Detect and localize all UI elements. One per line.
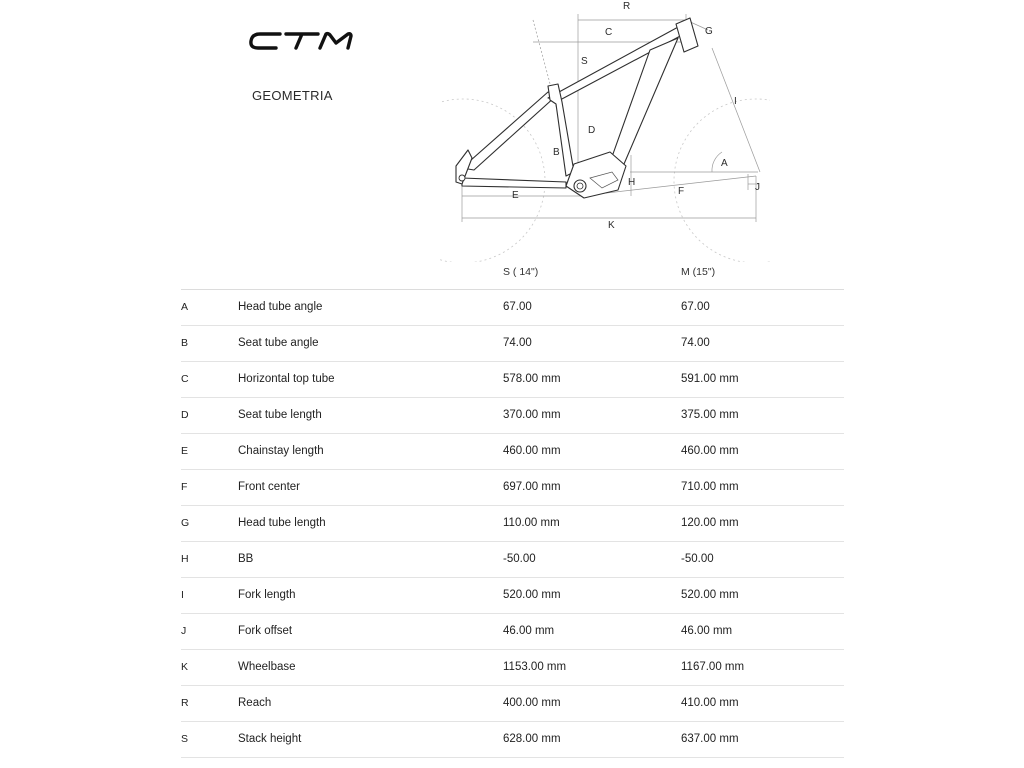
row-name: Front center — [238, 481, 300, 493]
row-letter: E — [181, 445, 189, 457]
row-value-s: 460.00 mm — [503, 445, 561, 457]
row-letter: B — [181, 337, 189, 349]
row-value-s: 400.00 mm — [503, 697, 561, 709]
label-i: I — [734, 96, 737, 107]
label-r: R — [623, 1, 631, 12]
row-name: Seat tube length — [238, 409, 322, 421]
row-name: Horizontal top tube — [238, 373, 335, 385]
label-a: A — [721, 158, 728, 169]
table-header — [181, 260, 844, 290]
row-name: BB — [238, 553, 254, 565]
row-value-m: 67.00 — [681, 301, 710, 313]
row-name: Reach — [238, 697, 272, 709]
row-value-s: 74.00 — [503, 337, 532, 349]
row-value-m: 637.00 mm — [681, 733, 739, 745]
row-value-s: 578.00 mm — [503, 373, 561, 385]
row-name: Wheelbase — [238, 661, 296, 673]
row-value-m: 710.00 mm — [681, 481, 739, 493]
front-wheel-outline — [674, 99, 770, 262]
column-size-m: M (15") — [681, 266, 716, 278]
row-letter: A — [181, 301, 189, 313]
label-f: F — [678, 186, 685, 197]
label-c: C — [605, 27, 613, 38]
row-value-m: 74.00 — [681, 337, 710, 349]
row-name: Chainstay length — [238, 445, 324, 457]
label-d: D — [588, 125, 596, 136]
label-e: E — [512, 190, 519, 201]
table-row — [181, 650, 844, 686]
table-row — [181, 290, 844, 326]
row-letter: R — [181, 697, 189, 709]
table-row — [181, 542, 844, 578]
table-row — [181, 506, 844, 542]
row-value-m: 460.00 mm — [681, 445, 739, 457]
table-row — [181, 686, 844, 722]
row-value-s: 520.00 mm — [503, 589, 561, 601]
label-h: H — [628, 177, 636, 188]
row-value-s: 370.00 mm — [503, 409, 561, 421]
row-letter: J — [181, 625, 187, 637]
row-value-m: 46.00 mm — [681, 625, 733, 637]
row-value-s: 110.00 mm — [503, 517, 560, 529]
row-name: Seat tube angle — [238, 337, 319, 349]
row-value-m: 1167.00 mm — [681, 661, 745, 673]
row-letter: C — [181, 373, 189, 385]
row-value-m: 410.00 mm — [681, 697, 739, 709]
row-name: Fork offset — [238, 625, 293, 637]
table-row — [181, 398, 844, 434]
row-name: Stack height — [238, 733, 302, 745]
table-row — [181, 578, 844, 614]
row-letter: I — [181, 589, 184, 601]
row-value-s: 697.00 mm — [503, 481, 561, 493]
row-value-s: -50.00 — [503, 553, 536, 565]
label-s: S — [581, 56, 588, 67]
row-letter: F — [181, 481, 188, 493]
row-name: Fork length — [238, 589, 296, 601]
row-value-s: 1153.00 mm — [503, 661, 567, 673]
geometry-table — [181, 260, 844, 758]
table-row — [181, 434, 844, 470]
geometry-diagram — [440, 0, 770, 262]
row-value-s: 67.00 — [503, 301, 532, 313]
bike-frame — [456, 18, 698, 198]
row-letter: D — [181, 409, 189, 421]
label-b: B — [553, 147, 560, 158]
row-value-m: 591.00 mm — [681, 373, 739, 385]
row-value-m: 520.00 mm — [681, 589, 739, 601]
label-k: K — [608, 220, 615, 231]
page-title: GEOMETRIA — [252, 88, 333, 103]
row-name: Head tube length — [238, 517, 326, 529]
row-letter: H — [181, 553, 189, 565]
label-g: G — [705, 26, 713, 37]
row-letter: G — [181, 517, 190, 529]
row-letter: S — [181, 733, 189, 745]
row-value-m: -50.00 — [681, 553, 714, 565]
table-row — [181, 326, 844, 362]
table-row — [181, 470, 844, 506]
table-row — [181, 722, 844, 758]
label-j: J — [755, 182, 760, 193]
row-letter: K — [181, 661, 189, 673]
row-value-s: 46.00 mm — [503, 625, 555, 637]
column-size-s: S ( 14") — [503, 266, 539, 278]
row-name: Head tube angle — [238, 301, 323, 313]
row-value-m: 375.00 mm — [681, 409, 739, 421]
row-value-m: 120.00 mm — [681, 517, 739, 529]
table-row — [181, 614, 844, 650]
table-body — [181, 290, 844, 758]
row-value-s: 628.00 mm — [503, 733, 561, 745]
table-row — [181, 362, 844, 398]
